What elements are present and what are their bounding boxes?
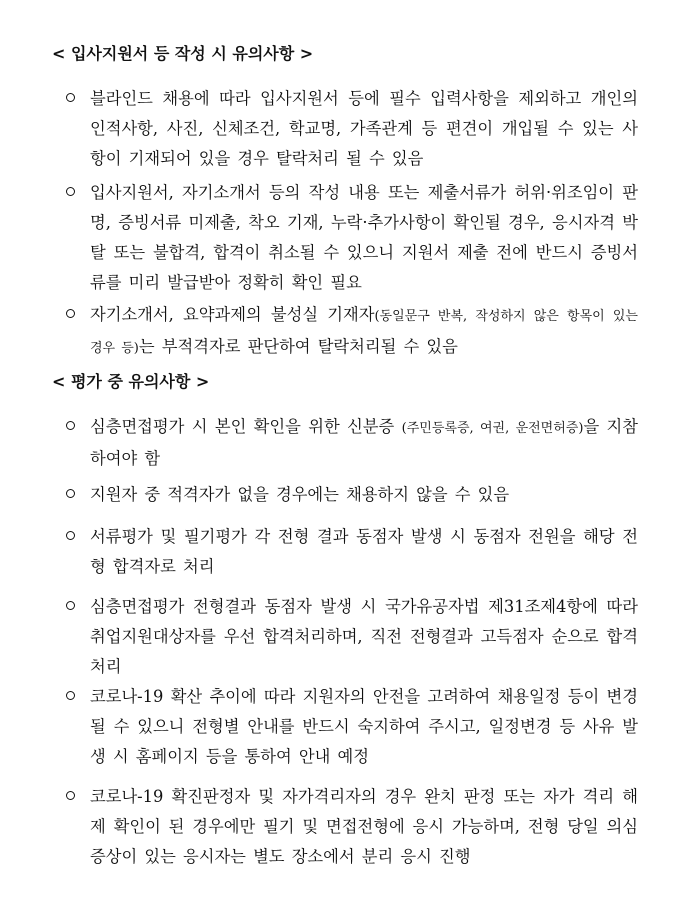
list-item-text: 심층면접평가 전형결과 동점자 발생 시 국가유공자법 제31조제4항에 따라 취업지원대상자를 우선 합격처리하며, 직전 전형결과 고득점자 순으로 합격처리 bbox=[90, 597, 638, 676]
list-item-text bbox=[90, 300, 638, 364]
circle-bullet-icon bbox=[66, 791, 75, 800]
circle-bullet-icon bbox=[66, 531, 75, 540]
list-item-text-tail: 을 지참하여야 함 bbox=[90, 417, 638, 468]
list-item-text: 입사지원서, 자기소개서 등의 작성 내용 또는 제출서류가 허위·위조임이 판명, 증빙서류 미제출, 착오 기재, 누락·추가사항이 확인될 경우, 응시자격 박탈 또는 불합격, 합격이 취소될 수 있으니 지원서 제출 전에 반드시 증빙서류를 미리 발급받아 정확히 확인 필요 bbox=[90, 183, 638, 292]
section-title-evaluation-notes: < 평가 중 유의사항 > bbox=[52, 372, 210, 391]
circle-bullet-icon bbox=[66, 489, 75, 498]
list-item-text: 서류평가 및 필기평가 각 전형 결과 동점자 발생 시 동점자 전원을 해당 전형 합격자로 처리 bbox=[90, 527, 638, 576]
list-item-text: 코로나-19 확산 추이에 따라 지원자의 안전을 고려하여 채용일정 등이 변경될 수 있으니 전형별 안내를 반드시 숙지하여 주시고, 일정변경 등 사유 발생 시 홈페이지 등을 통하여 안내 예정 bbox=[90, 687, 638, 766]
list-item-text-tail: 는 부적격자로 판단하여 탈락처리될 수 있음 bbox=[138, 337, 458, 356]
circle-bullet-icon bbox=[66, 691, 75, 700]
list-item-text-note: (주민등록증, 여권, 운전면허증) bbox=[401, 421, 584, 436]
circle-bullet-icon bbox=[66, 421, 75, 430]
section-title-application-notes: < 입사지원서 등 작성 시 유의사항 > bbox=[52, 44, 314, 63]
list-item-text: 코로나-19 확진판정자 및 자가격리자의 경우 완치 판정 또는 자가 격리 해제 확인이 된 경우에만 필기 및 면접전형에 응시 가능하며, 전형 당일 의심증상이 있는 응시자는 별도 장소에서 분리 응시 진행 bbox=[90, 787, 638, 866]
list-item-text bbox=[90, 412, 638, 474]
list-item-text-main: 심층면접평가 시 본인 확인을 위한 신분증 bbox=[90, 417, 402, 436]
list-item-text: 블라인드 채용에 따라 입사지원서 등에 필수 입력사항을 제외하고 개인의 인적사항, 사진, 신체조건, 학교명, 가족관계 등 편견이 개입될 수 있는 사항이 기재되어 있을 경우 탈락처리 될 수 있음 bbox=[90, 89, 638, 168]
list-item-text: 지원자 중 적격자가 없을 경우에는 채용하지 않을 수 있음 bbox=[90, 485, 510, 504]
circle-bullet-icon bbox=[66, 187, 75, 196]
circle-bullet-icon bbox=[66, 309, 75, 318]
circle-bullet-icon bbox=[66, 93, 75, 102]
circle-bullet-icon bbox=[66, 601, 75, 610]
list-item-text-main: 자기소개서, 요약과제의 불성실 기재자 bbox=[90, 305, 375, 324]
list-item-text-note: (동일문구 반복, 작성하지 않은 항목이 있는 경우 등) bbox=[90, 309, 638, 356]
